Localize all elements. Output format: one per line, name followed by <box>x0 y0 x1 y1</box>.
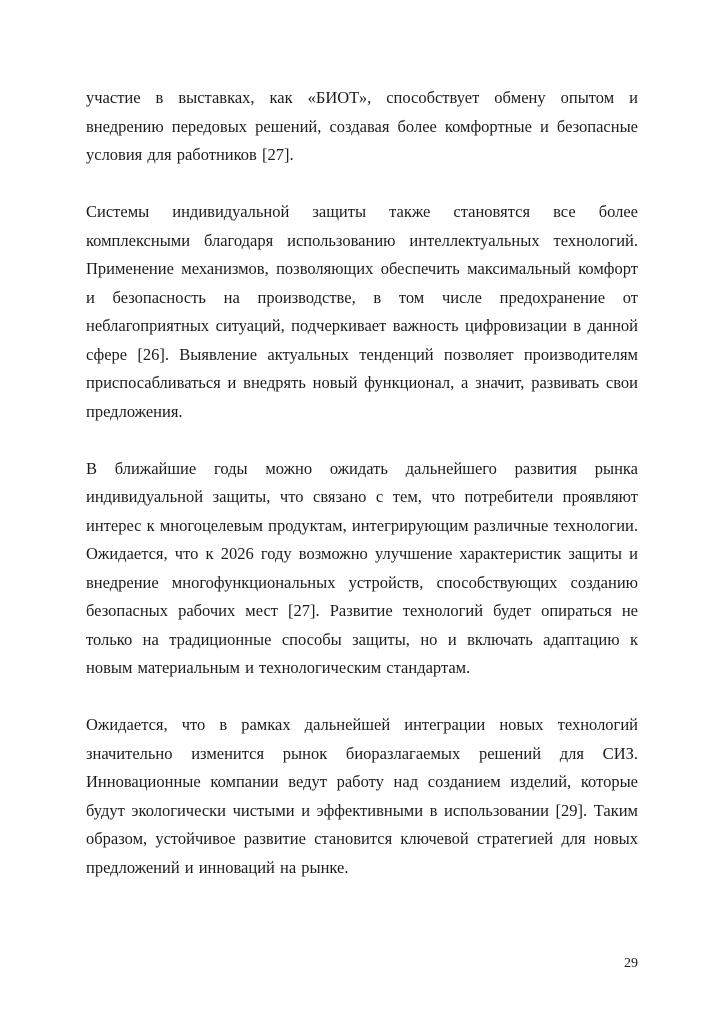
paragraph: Ожидается, что в рамках дальнейшей интеграции новых технологий значительно изменится рынок биоразлагаемых решений для СИЗ. Инновационные компании ведут работу над созданием изделий, которые будут экологически чистыми и эффективными в использовании [29]. Таким образом, устойчивое развитие становится ключевой стратегией для новых предложений и инноваций на рынке. <box>86 715 638 877</box>
paragraph: В ближайшие годы можно ожидать дальнейшего развития рынка индивидуальной защиты, что связано с тем, что потребители проявляют интерес к многоцелевым продуктам, интегрирующим различные технологии. Ожидается, что к 2026 году возможно улучшение характеристик защиты и внедрение многофункциональных устройств, способствующих созданию безопасных рабочих мест [27]. Развитие технологий будет опираться не только на традиционные способы защиты, но и включать адаптацию к новым материальным и технологическим стандартам. <box>86 458 638 677</box>
paragraph: участие в выставках, как «БИОТ», способствует обмену опытом и внедрению передовых решений, создавая более комфортные и безопасные условия для работников [27]. <box>86 88 638 164</box>
page-content <box>86 84 638 882</box>
page-number: 29 <box>624 956 638 971</box>
paragraph: Системы индивидуальной защиты также становятся все более комплексными благодаря использованию интеллектуальных технологий. Применение механизмов, позволяющих обеспечить максимальный комфорт и безопасность на производстве, в том числе предохранение от неблагоприятных ситуаций, подчеркивает важность цифровизации в данной сфере [26]. Выявление актуальных тенденций позволяет производителям приспосабливаться и внедрять новый функционал, а значит, развивать свои предложения. <box>86 202 638 421</box>
